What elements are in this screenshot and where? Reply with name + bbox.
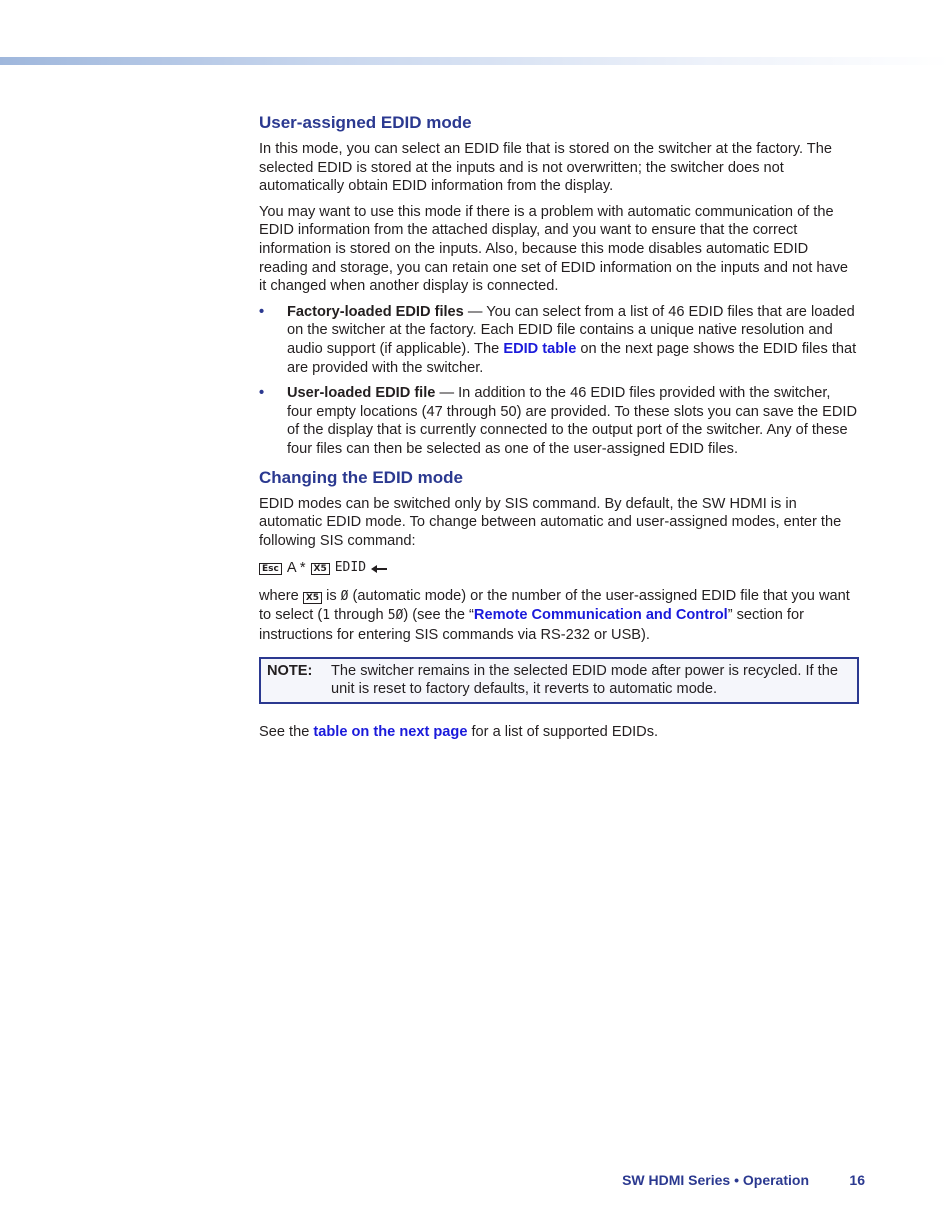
- remote-communication-link[interactable]: Remote Communication and Control: [473, 607, 728, 624]
- text: is: [322, 587, 341, 604]
- enter-arrow-icon: [371, 565, 387, 573]
- command-part: A *: [286, 560, 306, 577]
- text: ) (see the “: [403, 607, 474, 624]
- value-one: 1: [322, 608, 331, 624]
- x5-key-icon: X5: [303, 592, 322, 604]
- table-next-page-link[interactable]: table on the next page: [313, 723, 468, 740]
- text: (automatic mode) or the number of the user-assigned EDID file that you want to select (: [259, 587, 850, 624]
- value-zero: Ø: [340, 588, 349, 604]
- x5-key-icon: X5: [311, 563, 330, 575]
- page-content: [259, 112, 859, 748]
- edid-table-link[interactable]: EDID table: [503, 340, 577, 357]
- sis-command: [259, 559, 859, 578]
- section-heading-changing-mode: Changing the EDID mode: [259, 467, 463, 487]
- list-item: [259, 384, 859, 458]
- footer-title: SW HDMI Series • Operation: [622, 1172, 809, 1188]
- text: See the: [259, 723, 314, 740]
- text: where: [259, 587, 303, 604]
- command-part: EDID: [334, 560, 367, 576]
- bullet-icon: •: [259, 303, 265, 320]
- bullet-text: — In addition to the 46 EDID files provided with the switcher, four empty locations (47 through 50) are provided. To these slots you can save the EDID of the display that is currently connected to the output port of the switcher. Any of these four files can then be selected as one of the user-assigned EDID files.: [287, 385, 858, 457]
- paragraph: In this mode, you can select an EDID file that is stored on the switcher at the factory. The selected EDID is stored at the inputs and is not overwritten; the switcher does not automatically obtain EDID information from the display.: [259, 141, 832, 195]
- text: ” section for instructions for entering SIS commands via RS-232 or USB).: [259, 607, 804, 644]
- section-heading-user-assigned: User-assigned EDID mode: [259, 113, 472, 132]
- esc-key-icon: Esc: [259, 563, 282, 575]
- paragraph: EDID modes can be switched only by SIS command. By default, the SW HDMI is in automatic EDID mode. To change between automatic and user-assigned modes, enter the following SIS command:: [259, 495, 842, 549]
- header-gradient-bar: [0, 57, 950, 65]
- bullet-term: User-loaded EDID file: [287, 385, 436, 402]
- bullet-text: — You can select from a list of 46 EDID files that are loaded on the switcher at the factory. Each EDID file contains a unique native resolution and audio support (if applicable). The: [287, 303, 855, 357]
- see-paragraph: [259, 723, 859, 742]
- bullet-term: Factory-loaded EDID files: [287, 303, 464, 320]
- list-item: [259, 303, 859, 377]
- note-box: [259, 657, 859, 704]
- text: for a list of supported EDIDs.: [467, 723, 659, 740]
- note-label: NOTE:: [267, 662, 313, 679]
- where-paragraph: [259, 587, 859, 645]
- bullet-text: on the next page shows the EDID files that are provided with the switcher.: [287, 340, 857, 376]
- bullet-list: [259, 303, 859, 459]
- page-number: 16: [849, 1172, 865, 1188]
- text: through: [330, 607, 388, 624]
- note-text: The switcher remains in the selected EDID mode after power is recycled. If the unit is reset to factory defaults, it reverts to automatic mode.: [331, 662, 838, 698]
- bullet-icon: •: [259, 385, 265, 402]
- value-fifty: 5Ø: [387, 608, 404, 624]
- paragraph: You may want to use this mode if there is a problem with automatic communication of the EDID information from the attached display, and you want to ensure that the correct information is stored on the inputs. Also, because this mode disables automatic EDID reading and storage, you can retain one set of EDID information on the inputs and not have it changed when another display is connected.: [259, 203, 848, 295]
